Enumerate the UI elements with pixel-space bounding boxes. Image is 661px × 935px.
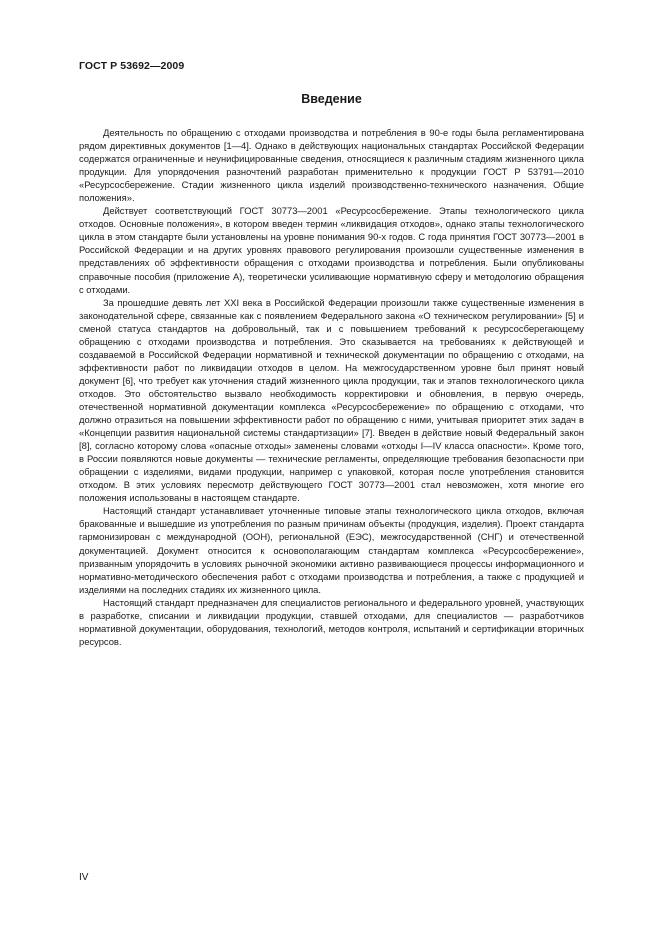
document-header: ГОСТ Р 53692—2009	[79, 60, 185, 72]
section-title: Введение	[301, 92, 362, 106]
paragraph: Действует соответствующий ГОСТ 30773—2001 «Ресурсосбережение. Этапы технологического цикла отходов. Основные положения», в котором введен термин «ликвидация отходов», однако этапы технологического цикла в этом стандарте были установлены на уровне понимания 90-х годов. С года принятия ГОСТ 30773—2001 в Российской Федерации и на других уровнях правового регулирования произошли существенные изменения в представлениях об эффективности обращения с отходами производства и потребления. Были опубликованы справочные пособия (приложение А), теоретически усиливающие нормативную сферу и методологию обращения с отходами.	[79, 205, 584, 295]
paragraph: Настоящий стандарт предназначен для специалистов регионального и федерального уровней, участвующих в разработке, списании и ликвидации продукции, ставшей отходами, для специалистов — разработчиков нормативной документации, оборудования, технологий, методов контроля, испытаний и сертификации вторичных ресурсов.	[79, 596, 584, 647]
paragraph: Настоящий стандарт устанавливает уточненные типовые этапы технологического цикла отходов, включая бракованные и вышедшие из употребления по разным причинам объекты (продукция, изделия). Проект стандарта гармонизирован с международной (ООН), региональной (ЕЭС), межгосударственной (СНГ) и отечественной документацией. Документ относится к основополагающим стандартам комплекса «Ресурсосбережение», призванным упорядочить в условиях рыночной экономики активно развивающиеся процессы информационного и нормативно-методического обеспечения работ с отходами производства и потребления, а также с продукцией и изделиями на последних стадиях их жизненного цикла.	[79, 505, 584, 595]
paragraph: Деятельность по обращению с отходами производства и потребления в 90-е годы была регламентирована рядом директивных документов [1—4]. Однако в действующих национальных стандартах Российской Федерации содержатся ограниченные и неунифицированные сведения, относящиеся к различным стадиям жизненного цикла продукции. Для упорядочения разночтений разработан применительно к продукции ГОСТ Р 53791—2010 «Ресурсосбережение. Стадии жизненного цикла изделий производственно-технического назначения. Общие положения».	[79, 127, 584, 204]
document-body	[79, 126, 584, 648]
page-number: IV	[79, 872, 89, 883]
paragraph: За прошедшие девять лет XXI века в Российской Федерации произошли также существенные изменения в законодательной сфере, связанные как с появлением Федерального закона «О техническом регулировании» [5] и сменой статуса стандартов на добровольный, так и с повышением требований к ресурсосберегающему обращению с отходами производства и потребления. Это сказывается на требованиях к действующей и создаваемой в Российской Федерации нормативной и технической документации по обращению с отходами, на эффективности работ по ликвидации отходов в целом. На межгосударственном уровне был принят новый документ [6], что требует как уточнения стадий жизненного цикла продукции, так и этапов технологического цикла отходов. Это обстоятельство вызвало необходимость корректировки и обновления, в первую очередь, отечественной нормативной документации комплекса «Ресурсосбережение» по обращению с отходами, что должно отразиться на повышении эффективности работ по обращению с ними, учитывая приоритет этих задач в «Концепции развития национальной системы стандартизации» [7]. Введен в действие новый Федеральный закон [8], согласно которому слова «опасные отходы» заменены словами «отходы I—IV класса опасности». Кроме того, в России появляются новые документы — технические регламенты, определяющие требования безопасности при обращении с изделиями, видами продукции, например с упаковкой, которая после употребления становится отходом. В этих условиях пересмотр действующего ГОСТ 30773—2001 стал невозможен, хотя многие его положения использованы в настоящем стандарте.	[79, 296, 584, 504]
